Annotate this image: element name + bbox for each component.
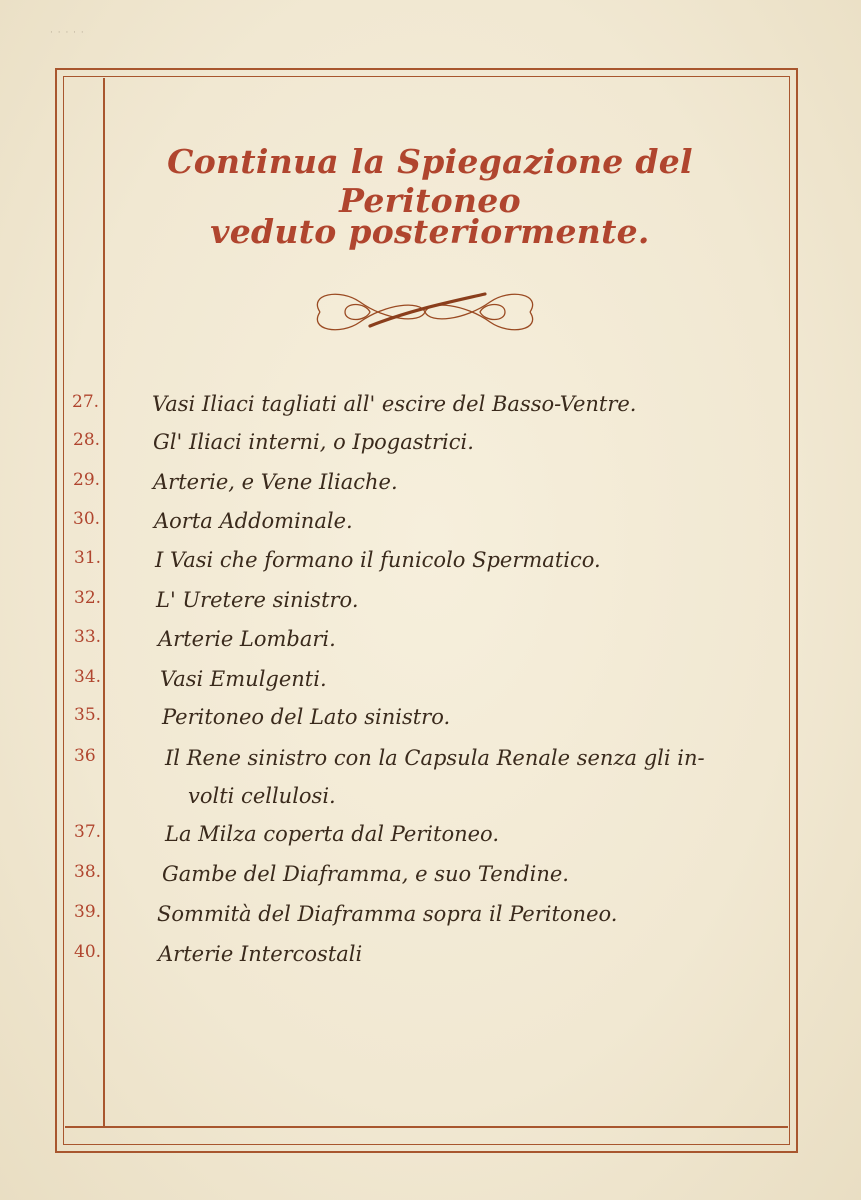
entry-number: 27. — [72, 392, 100, 412]
entry-text-continuation: volti cellulosi. — [188, 784, 336, 808]
entry-text: Peritoneo del Lato sinistro. — [162, 705, 451, 729]
entry-text: La Milza coperta dal Peritoneo. — [165, 822, 499, 846]
entry-number: 37. — [74, 822, 102, 842]
entry-number: 30. — [73, 509, 101, 529]
entry-text: L' Uretere sinistro. — [156, 588, 359, 612]
entry-text: Gambe del Diaframma, e suo Tendine. — [162, 862, 569, 886]
entry-number: 31. — [74, 548, 102, 568]
entry-text: Sommità del Diaframma sopra il Peritoneo. — [157, 902, 618, 926]
entry-number: 40. — [74, 942, 102, 962]
entry-number: 32. — [74, 588, 102, 608]
entry-number: 29. — [73, 470, 101, 490]
bottom-rule — [65, 1126, 788, 1128]
entry-text: Vasi Emulgenti. — [160, 667, 327, 691]
page-subtitle: veduto posteriormente. — [210, 212, 650, 251]
entry-number: 38. — [74, 862, 102, 882]
page-title: Continua la Spiegazione del Peritoneo — [167, 142, 693, 220]
entry-number: 36 — [74, 746, 96, 766]
entry-number: 39. — [74, 902, 102, 922]
pencil-mark: · · · · · — [50, 28, 85, 38]
entry-text: I Vasi che formano il funicolo Spermatico. — [155, 548, 601, 572]
entry-text: Vasi Iliaci tagliati all' escire del Basso-Ventre. — [152, 392, 637, 416]
entry-text: Gl' Iliaci interni, o Ipogastrici. — [153, 430, 474, 454]
entry-text: Il Rene sinistro con la Capsula Renale senza gli in- — [165, 746, 705, 770]
entry-text: Arterie, e Vene Iliache. — [153, 470, 398, 494]
entry-number: 28. — [73, 430, 101, 450]
entry-number: 34. — [74, 667, 102, 687]
calligraphic-flourish — [300, 282, 550, 342]
entry-number: 35. — [74, 705, 102, 725]
entry-number: 33. — [74, 627, 102, 647]
entry-text: Arterie Intercostali — [158, 942, 363, 966]
entry-text: Arterie Lombari. — [158, 627, 336, 651]
entry-text: Aorta Addominale. — [154, 509, 353, 533]
